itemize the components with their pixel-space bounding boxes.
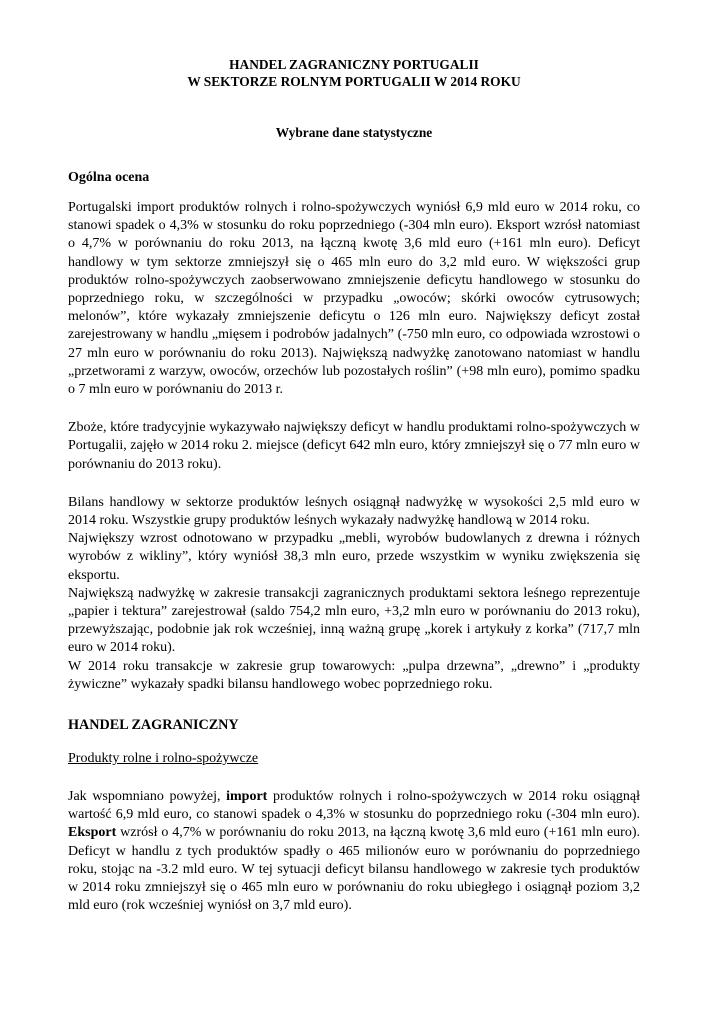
- assessment-paragraph-6: W 2014 roku transakcje w zakresie grup towarowych: „pulpa drzewna”, „drewno” i „produkty żywiczne” wykazały spadki bilansu handlowego wobec poprzedniego roku.: [68, 658, 640, 692]
- document-subtitle: Wybrane dane statystyczne: [275, 125, 433, 140]
- assessment-paragraph-3: Bilans handlowy w sektorze produktów leśnych osiągnął nadwyżkę w wysokości 2,5 mld euro w 2014 roku. Wszystkie grupy produktów leśnych wykazały nadwyżkę handlową w 2014 roku.: [68, 494, 640, 529]
- section-heading-foreign-trade: HANDEL ZAGRANICZNY: [68, 717, 239, 734]
- assessment-paragraph-4: Największy wzrost odnotowano w przypadku „mebli, wyrobów budowlanych z drewna i różnych wyrobów z wikliny”, który wyniósł 38,3 mln euro, przede wszystkim w wyniku zwiększenia się eksportu.: [68, 531, 640, 583]
- assessment-paragraph-2: Zboże, które tradycyjnie wykazywało największy deficyt w handlu produktami rolno-spożywczych w Portugalii, zajęło w 2014 roku 2. miejsce (deficyt 642 mln euro, który zmniejszył się o 77 mln euro w porównaniu do 2013 roku).: [68, 420, 640, 472]
- document-title-line2: W SEKTORZE ROLNYM PORTUGALII W 2014 ROKU: [187, 74, 521, 89]
- assessment-paragraph-1: Portugalski import produktów rolnych i rolno-spożywczych wyniósł 6,9 mld euro w 2014 roku, co stanowi spadek o 4,3% w stosunku do roku poprzedniego (-304 mln euro). Eksport wzrósł natomiast o 4,7% w porównaniu do roku 2013, na łączną kwotę 3,6 mld euro (+161 mln euro). Deficyt handlowy w tym sektorze zmniejszył się o 465 mln euro do 3,2 mld euro. W większości grup produktów rolno-spożywczych zaobserwowano zmniejszenie deficytu handlowego w stosunku do poprzedniego roku, w szczególności w przypadku „owoców; skórki owoców cytrusowych; melonów”, które wykazały zmniejszenie deficytu o 126 mln euro. Największy deficyt został zarejestrowany w handlu „mięsem i podrobów jadalnych” (-750 mln euro, co odpowiada wzrostowi o 27 mln euro w porównaniu do roku 2013). Największą nadwyżkę zanotowano natomiast w handlu „przetworami z warzyw, owoców, orzechów lub pozostałych roślin” (+98 mln euro), pomimo spadku o 7 mln euro w porównaniu do 2013 r.: [68, 200, 640, 398]
- trade-paragraph: [68, 788, 640, 915]
- trade-term-export: Eksport: [68, 825, 117, 841]
- trade-term-import: import: [226, 789, 268, 805]
- trade-text-c: produktów rolnych i rolno-spożywczych w 2014 roku osiągnął wartość 6,9 mld euro, co stanowi spadek o 4,3% w stosunku do poprzedniego roku (-304 mln euro).: [68, 789, 640, 823]
- trade-text-a: Jak wspomniano powyżej,: [68, 789, 227, 805]
- trade-text-e: wzrósł o 4,7% w porównaniu do roku 2013, na łączną kwotę 3,6 mld euro (+161 mln euro). Deficyt w handlu z tych produktów spadły o 465 milionów euro w porównaniu do poprzedniego roku, stojąc na -3.2 mld euro. W tej sytuacji deficyt bilansu handlowego w zakresie tych produktów w 2014 roku zmniejszył się o 465 mln euro w porównaniu do roku ubiegłego i osiągnął poziom 3,2 mld euro (rok wcześniej wyniósł on 3,7 mld euro).: [68, 825, 640, 914]
- document-title-line1: HANDEL ZAGRANICZNY PORTUGALII: [229, 57, 479, 72]
- subsection-heading-agri-products: Produkty rolne i rolno-spożywcze: [68, 751, 259, 767]
- assessment-paragraph-5: Największą nadwyżkę w zakresie transakcji zagranicznych produktami sektora leśnego reprezentuje „papier i tektura” zarejestrował (saldo 754,2 mln euro, +3,2 mln euro w porównaniu do 2013 roku), przewyższając, podobnie jak rok wcześniej, inną ważną grupę „korek i artykuły z korka” (717,7 mln euro w 2014 roku).: [68, 585, 640, 656]
- section-heading-assessment: Ogólna ocena: [68, 170, 150, 185]
- document-page: [68, 56, 640, 916]
